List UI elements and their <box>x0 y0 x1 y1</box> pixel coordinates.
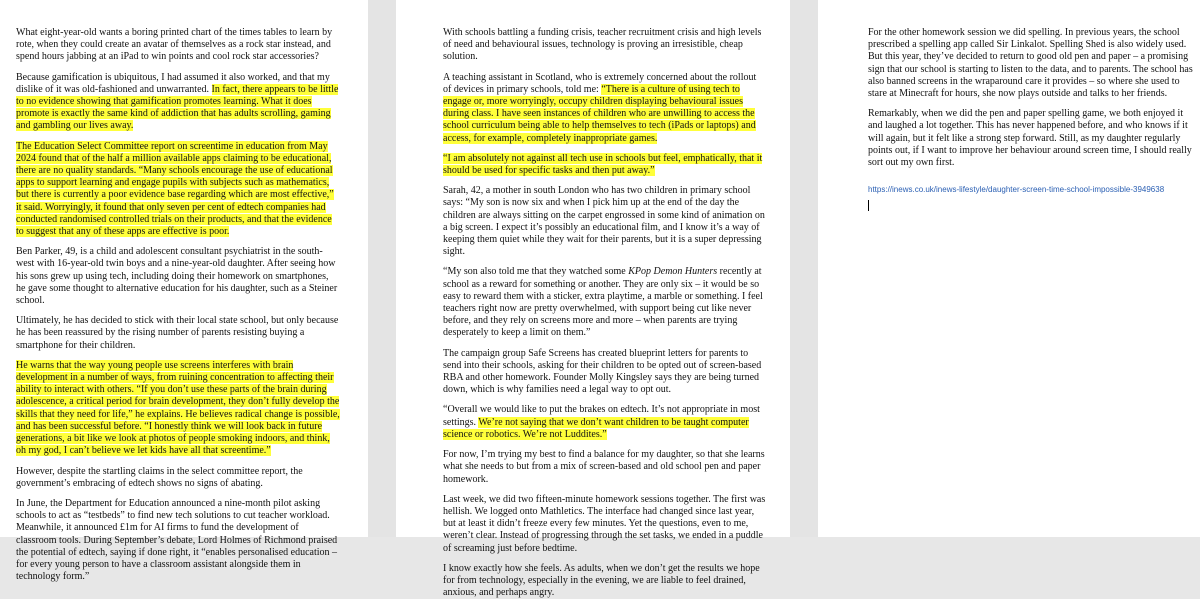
paragraph: Sarah, 42, a mother in south London who has two children in primary school says: “My son is now six and when I pick him up at the end of the day the children are always sitting on the carpet engrossed in some kind of animation on a big screen. I expect it’s possibly an educational film, and I know it’s a way of keeping them quiet while they wait for their parents, but it is a super depressing sight. <box>443 185 765 258</box>
paragraph: What eight-year-old wants a boring printed chart of the times tables to learn by rote, when they could create an avatar of themselves as a rock star instead, and spend hours jabbing at an iPad to win points and cool rock star accessories? <box>16 27 333 63</box>
paragraph: The campaign group Safe Screens has created blueprint letters for parents to send into their schools, asking for their children to be opted out of screen-based RBA and other homework. Founder Molly Kingsley says they are being turned down, which is why families need a legal way to opt out. <box>443 347 762 396</box>
paragraph <box>16 72 340 133</box>
document-page-3 <box>818 0 1200 537</box>
document-page-2 <box>396 0 790 599</box>
paragraph-text: recently at school as a reward for something or another. They are only six – it would be so easy to reward them with a sticker, extra playtime, a marble or something. I feel teachers right now are pretty overwhelmed, with support being cut like never before, and they rely on screens more and more – when parents are trying desperately to keep a limit on them.” <box>443 266 763 339</box>
highlighted-text: The Education Select Committee report on screentime in education from May 2024 found that of the half a million available apps claiming to be educational, there are no quality standards. “Many schools encourage the use of educational apps to support learning and engage pupils with subjects such as mathematics, but there is currently a poor evidence base regarding which are most effective,” it said. Worryingly, it found that only seven per cent of edtech companies had conducted randomised controlled trials on their products, and that the evidence to suggest that any of these apps are effective is poor. <box>16 140 334 238</box>
paragraph: With schools battling a funding crisis, teacher recruitment crisis and high levels of need and behavioural issues, technology is proving an irresistible, cheap solution. <box>443 27 762 63</box>
highlighted-text: We’re not saying that we don’t want children to be taught computer science or robotics. We’re not Luddites.” <box>443 416 749 440</box>
paragraph <box>16 141 340 239</box>
paragraph: I know exactly how she feels. As adults, when we don’t get the results we hope for from technology, especially in the evening, we are liable to feel drained, anxious, and perhaps angry. <box>443 562 760 599</box>
highlighted-text: In fact, there appears to be little to no evidence showing that gamification promotes learning. What it does promote is exactly the same kind of addiction that has adults scrolling, gaming and gambling our lives away. <box>16 83 339 132</box>
highlighted-text: He warns that the way young people use screens interferes with brain development in a number of ways, from ruining concentration to affecting their ability to interact with others. “If you don’t use these parts of the brain during adolescence, a critical period for brain development, they don’t fully develop the skills that they need for life,” he explains. He believes radical change is possible, and has been successful before. “I honestly think we will look back in future generations, a bit like we look at photos of people smoking indoors, and think, oh my god, I can’t believe we let kids have all that screentime.” <box>16 359 340 457</box>
paragraph: Remarkably, when we did the pen and paper spelling game, we both enjoyed it and laughed a lot together. This has never happened before, and who knows if it will again, but it felt like a strong step forward. Still, as my daughter regularly points out, if I want to improve her behaviour around screen time, I should really sort out my own first. <box>868 108 1192 169</box>
paragraph: Ben Parker, 49, is a child and adolescent consultant psychiatrist in the south-west with 16-year-old twin boys and a nine-year-old daughter. After seeing how his sons grew up using tech, including doing their homework on smartphones, he gave some thought to alternative education for his daughter, such as a Steiner school. <box>16 246 338 307</box>
paragraph <box>443 72 766 145</box>
paragraph: However, despite the startling claims in the select committee report, the government’s embracing of edtech shows no signs of abating. <box>16 465 303 489</box>
paragraph-text: “My son also told me that they watched some <box>443 266 629 278</box>
paragraph: In June, the Department for Education announced a nine-month pilot asking schools to act as “testbeds” to find new tech solutions to cut teacher workload. Meanwhile, it announced £1m for AI firms to fund the development of classroom tools. During September’s debate, Lord Holmes of Richmond praised the potential of edtech, saying if done right, it “enables personalised education – for every young person to have a classroom assistant alongside them in technology form.” <box>16 497 338 583</box>
document-page-1 <box>0 0 368 583</box>
paragraph: For now, I’m trying my best to find a balance for my daughter, so that she learns what she needs to but from a mix of screen-based and old school pen and paper homework. <box>443 449 765 485</box>
paragraph-text: A teaching assistant in Scotland, who is extremely concerned about the rollout of devices in primary schools, told me: <box>443 71 757 95</box>
paragraph-text: “Overall we would like to put the brakes on edtech. It’s not appropriate in most settings. <box>443 404 760 428</box>
paragraph <box>443 266 766 339</box>
paragraph <box>443 404 766 441</box>
italic-title: KPop Demon Hunters <box>628 266 718 278</box>
source-link[interactable]: https://inews.co.uk/inews-lifestyle/daughter-screen-time-school-impossible-3949638 <box>868 185 1165 195</box>
paragraph-text: Because gamification is ubiquitous, I had assumed it also worked, and that my dislike of it was old-fashioned and unwarranted. <box>16 71 330 95</box>
page-gap <box>368 0 396 537</box>
paragraph: Ultimately, he has decided to stick with their local state school, but only because he has been reassured by the rising number of parents resisting buying a smartphone for their children. <box>16 315 339 351</box>
paragraph: Last week, we did two fifteen-minute homework sessions together. The first was hellish. We logged onto Mathletics. The interface had changed since last year, but at least it didn’t freeze every few minutes. Yet the questions, even to me, weren’t clear. Instead of progressing through the set tasks, we ended in a puddle of screaming just before bedtime. <box>443 493 766 554</box>
paragraph: For the other homework session we did spelling. In previous years, the school prescribed a spelling app called Sir Linkalot. Spelling Shed is also widely used. But this year, they’ve decided to return to good old pen and paper – a promising sign that our school is starting to listen to the data, and to parents. The school has also banned screens in the wraparound care it provides – so where she used to stare at Minecraft for hours, she now plays outside and talks to her friends. <box>868 27 1193 100</box>
highlighted-text: “There is a culture of using tech to engage or, more worryingly, occupy children displaying behavioural issues during class. I have seen instances of children who are unwilling to access the school curriculum being able to help themselves to tech (iPads or laptops) and access, for example, completely inappropriate games. <box>443 83 756 144</box>
highlighted-text: “I am absolutely not against all tech use in schools but feel, emphatically, that it should be used for specific tasks and then put away.” <box>443 152 763 177</box>
text-cursor <box>868 200 869 211</box>
paragraph <box>16 360 340 458</box>
page-gap <box>790 0 818 537</box>
paragraph <box>443 153 766 177</box>
